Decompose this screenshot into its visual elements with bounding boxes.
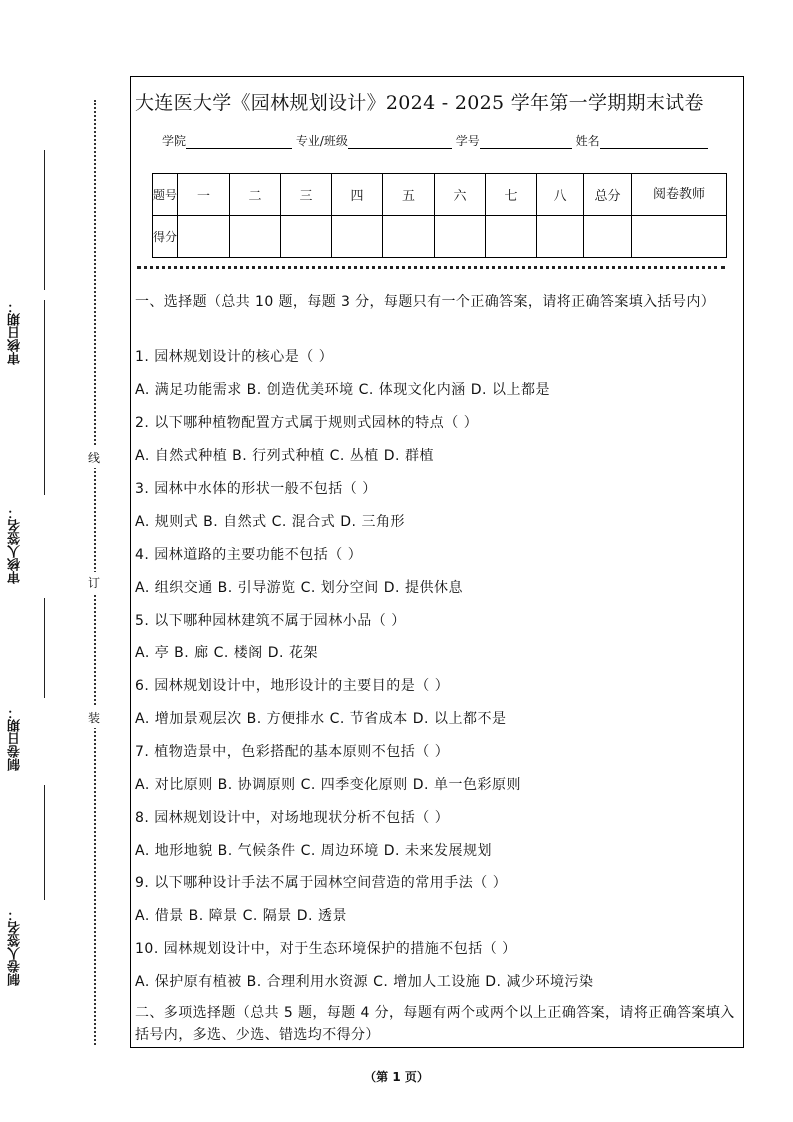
options-6: A. 增加景观层次 B. 方便排水 C. 节省成本 D. 以上都不是 [135, 711, 507, 727]
question-5: 5. 以下哪种园林建筑不属于园林小品（ ） [135, 613, 406, 629]
col-3: 三 [281, 174, 332, 216]
exam-title: 大连医大学《园林规划设计》2024 - 2025 学年第一学期期末试卷 [135, 92, 704, 114]
options-9: A. 借景 B. 障景 C. 隔景 D. 透景 [135, 908, 347, 924]
maker-sign-line[interactable] [44, 785, 45, 900]
name-field[interactable] [600, 135, 708, 149]
question-7: 7. 植物造景中，色彩搭配的基本原则不包括（ ） [135, 744, 450, 760]
col-7: 七 [486, 174, 537, 216]
question-4: 4. 园林道路的主要功能不包括（ ） [135, 547, 363, 563]
score-cell-6[interactable] [435, 216, 486, 258]
question-6: 6. 园林规划设计中，地形设计的主要目的是（ ） [135, 678, 450, 694]
score-cell-total[interactable] [584, 216, 632, 258]
question-2: 2. 以下哪种植物配置方式属于规则式园林的特点（ ） [135, 415, 479, 431]
score-cell-2[interactable] [230, 216, 281, 258]
seal-line-mark: 装 [88, 707, 100, 728]
score-cell-8[interactable] [537, 216, 584, 258]
reviewer-sign-label: 审核人签名： [8, 506, 23, 584]
score-cell-grader[interactable] [632, 216, 727, 258]
cut-line-mark: 线 [88, 447, 100, 468]
student-id-label: 学号 [455, 134, 480, 148]
options-4: A. 组织交通 B. 引导游览 C. 划分空间 D. 提供休息 [135, 580, 463, 596]
col-2: 二 [230, 174, 281, 216]
reviewer-sign-line[interactable] [44, 300, 45, 495]
options-3: A. 规则式 B. 自然式 C. 混合式 D. 三角形 [135, 514, 405, 530]
score-table [152, 173, 727, 258]
section1-heading: 一、选择题（总共 10 题，每题 3 分，每题只有一个正确答案，请将正确答案填入括号内） [135, 294, 716, 310]
bind-line-mark: 订 [88, 572, 100, 593]
make-date-label: 制卷日期： [8, 706, 23, 771]
question-9: 9. 以下哪种设计手法不属于园林空间营造的常用手法（ ） [135, 875, 508, 891]
student-id-field[interactable] [480, 135, 572, 149]
question-3: 3. 园林中水体的形状一般不包括（ ） [135, 481, 377, 497]
col-5: 五 [383, 174, 435, 216]
review-date-line[interactable] [44, 150, 45, 290]
question-8: 8. 园林规划设计中，对场地现状分析不包括（ ） [135, 810, 450, 826]
row-label-question: 题号 [153, 174, 178, 216]
section2-heading: 二、多项选择题（总共 5 题，每题 4 分，每题有两个或两个以上正确答案，请将正确答案填入括号内，多选、少选、错选均不得分） [135, 1005, 735, 1043]
options-10: A. 保护原有植被 B. 合理利用水资源 C. 增加人工设施 D. 减少环境污染 [135, 974, 594, 990]
major-field[interactable] [348, 135, 452, 149]
options-7: A. 对比原则 B. 协调原则 C. 四季变化原则 D. 单一色彩原则 [135, 777, 521, 793]
options-8: A. 地形地貌 B. 气候条件 C. 周边环境 D. 未来发展规划 [135, 843, 492, 859]
score-cell-5[interactable] [383, 216, 435, 258]
page-number: （第 1 页） [364, 1070, 429, 1084]
question-1: 1. 园林规划设计的核心是（ ） [135, 349, 334, 365]
major-label: 专业/班级 [295, 134, 348, 148]
make-date-line[interactable] [44, 598, 45, 698]
options-5: A. 亭 B. 廊 C. 楼阁 D. 花架 [135, 645, 318, 661]
col-total: 总分 [584, 174, 632, 216]
col-6: 六 [435, 174, 486, 216]
score-cell-7[interactable] [486, 216, 537, 258]
score-cell-3[interactable] [281, 216, 332, 258]
score-header-row [153, 174, 727, 216]
col-grader: 阅卷教师 [632, 174, 727, 216]
student-info-row [162, 132, 708, 149]
row-label-score: 得分 [153, 216, 178, 258]
col-1: 一 [178, 174, 230, 216]
options-1: A. 满足功能需求 B. 创造优美环境 C. 体现文化内涵 D. 以上都是 [135, 382, 550, 398]
dotted-separator [137, 266, 725, 269]
score-cell-1[interactable] [178, 216, 230, 258]
col-4: 四 [332, 174, 383, 216]
name-label: 姓名 [575, 134, 600, 148]
maker-sign-label: 制卷人签名： [8, 908, 23, 986]
review-date-label: 审核日期： [8, 300, 23, 365]
col-8: 八 [537, 174, 584, 216]
college-field[interactable] [186, 135, 292, 149]
score-cell-4[interactable] [332, 216, 383, 258]
options-2: A. 自然式种植 B. 行列式种植 C. 丛植 D. 群植 [135, 448, 434, 464]
score-value-row [153, 216, 727, 258]
college-label: 学院 [162, 134, 187, 148]
question-10: 10. 园林规划设计中，对于生态环境保护的措施不包括（ ） [135, 941, 517, 957]
